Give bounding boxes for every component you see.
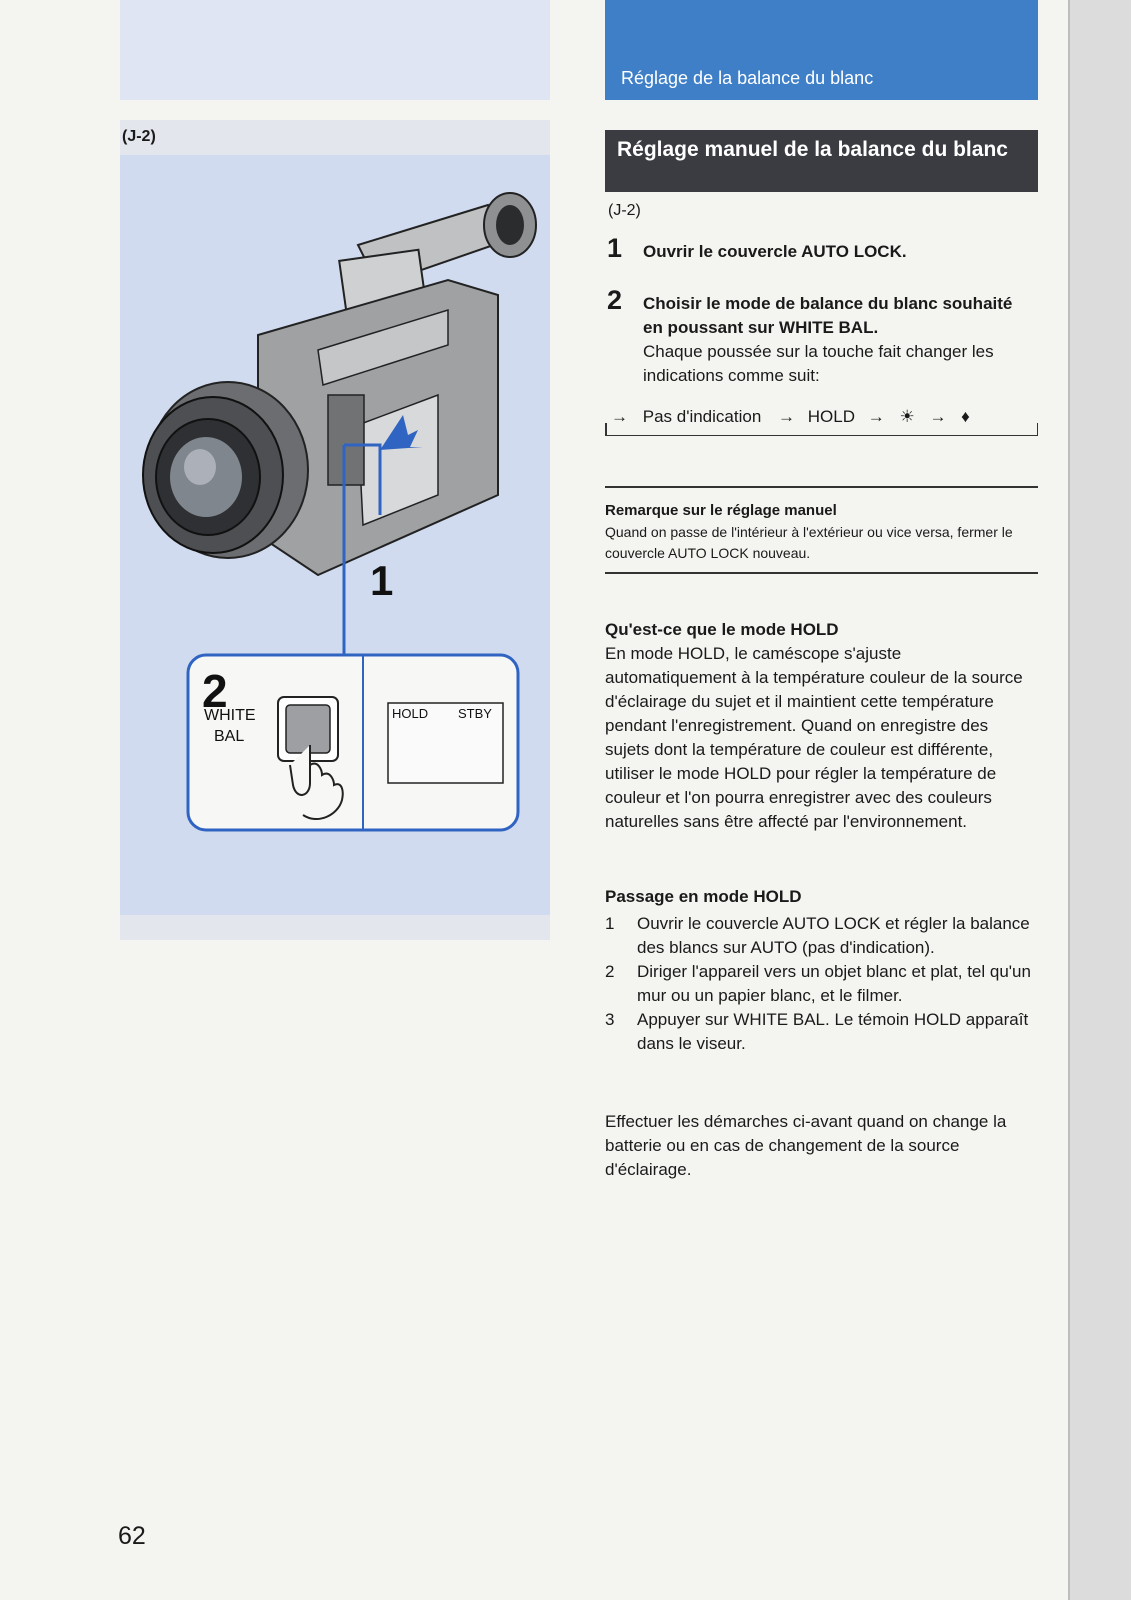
viewfinder-stby-text: STBY (458, 706, 492, 721)
note-top-rule (605, 486, 1038, 488)
note-title: Remarque sur le réglage manuel (605, 502, 837, 519)
passage-list (605, 912, 1033, 1056)
list-item-number: 1 (605, 914, 615, 933)
sequence-arrow-icon: → (778, 407, 796, 426)
camcorder-illustration (118, 185, 538, 855)
white-bal-button (286, 705, 330, 753)
step-2-body (643, 292, 1033, 388)
list-item-text: Ouvrir le couvercle AUTO LOCK et régler la balance des blancs sur AUTO (pas d'indication). (637, 914, 1030, 957)
callout-2: 2 (202, 665, 228, 717)
list-item-text: Diriger l'appareil vers un objet blanc et plat, tel qu'un mur ou un papier blanc, et le filmer. (637, 962, 1031, 1005)
note-text: Quand on passe de l'intérieur à l'extérieur ou vice versa, fermer le couvercle AUTO LOCK nouveau. (605, 524, 1013, 561)
list-item (605, 1008, 1033, 1056)
list-item-number: 3 (605, 1010, 615, 1029)
page-edge (1068, 0, 1131, 1600)
sequence-start: Pas d'indication (642, 407, 762, 426)
camcorder-drawing (143, 193, 536, 575)
callout-1: 1 (370, 557, 394, 604)
note-bottom-rule (605, 572, 1038, 574)
list-item (605, 912, 1033, 960)
indication-sequence (605, 405, 1038, 441)
background-ghost-header (120, 0, 550, 100)
step-2-title: Choisir le mode de balance du blanc souhaité en poussant sur WHITE BAL. (643, 294, 1013, 337)
page-number: 62 (118, 1522, 146, 1550)
sequence-arrow-icon: → (611, 407, 628, 426)
step-1-number: 1 (607, 233, 623, 263)
list-item (605, 960, 1033, 1008)
section-title: Réglage manuel de la balance du blanc (605, 130, 1038, 192)
section-header-band (605, 0, 1038, 100)
list-item-text: Appuyer sur WHITE BAL. Le témoin HOLD apparaît dans le viseur. (637, 1010, 1029, 1053)
sequence-arrow-icon: → (867, 407, 885, 426)
step-2-text: Chaque poussée sur la touche fait changer les indications comme suit: (643, 342, 994, 385)
page-edge-line (1068, 0, 1070, 1600)
white-bal-label-line2: BAL (214, 728, 245, 745)
list-item-number: 2 (605, 962, 615, 981)
closing-paragraph: Effectuer les démarches ci-avant quand on change la batterie ou en cas de changement de la source d'éclairage. (605, 1112, 1007, 1179)
white-bal-label-line1: WHITE (204, 707, 256, 724)
hold-mode-text: En mode HOLD, le caméscope s'ajuste automatiquement à la température couleur de la source d'éclairage du sujet et il maintient cette température pendant l'enregistrement. Quand on enregistre des sujets dont la température de couleur est différente, utiliser le mode HOLD pour régler la température de couleur et l'on pourra enregistrer avec des couleurs naturelles sans être affecté par l'environnement. (605, 644, 1023, 831)
sun-icon: ☀ (899, 407, 915, 426)
figure-reference: (J-2) (122, 128, 156, 145)
sequence-arrow-icon: → (929, 407, 947, 426)
step-1 (605, 233, 1038, 268)
sequence-line (611, 407, 970, 427)
lamp-icon: ♦ (961, 407, 970, 426)
sequence-hold: HOLD (807, 407, 855, 426)
step-1-title: Ouvrir le couvercle AUTO LOCK. (643, 242, 907, 261)
section-header-text: Réglage de la balance du blanc (621, 68, 874, 88)
hold-mode-title: Qu'est-ce que le mode HOLD (605, 620, 839, 639)
step-2-number: 2 (607, 285, 623, 315)
step-2 (605, 285, 1038, 402)
viewfinder-hold-text: HOLD (392, 706, 429, 721)
passage-title: Passage en mode HOLD (605, 887, 802, 906)
content-reference: (J-2) (608, 202, 641, 219)
